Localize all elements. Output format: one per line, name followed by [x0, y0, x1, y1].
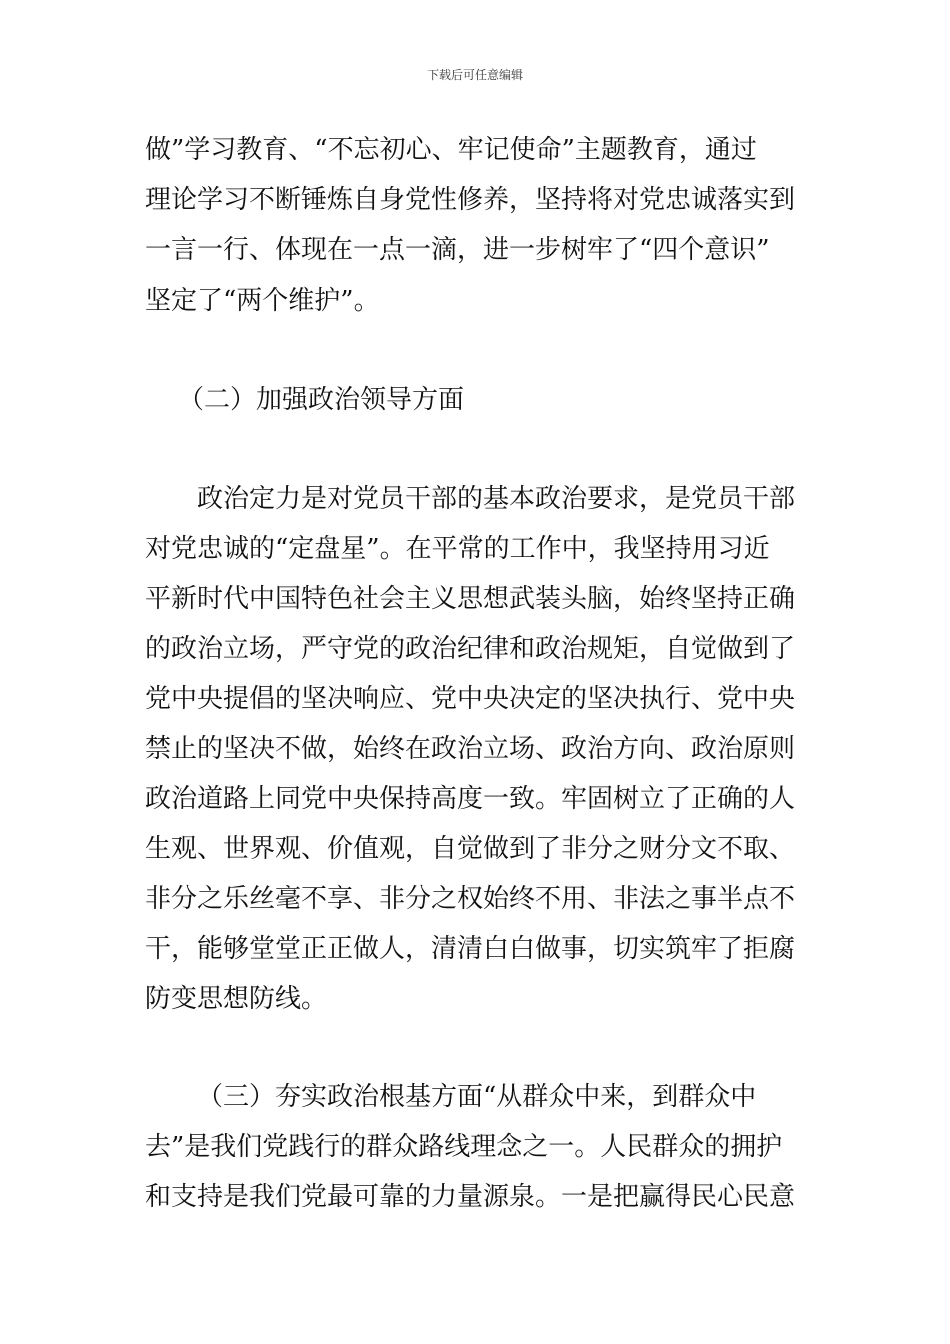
- section2-heading: （二）加强政治领导方面: [178, 385, 465, 415]
- paragraph2-line-11: 防变思想防线。: [145, 984, 328, 1014]
- paragraph2-line-9: 非分之乐丝毫不享、非分之权始终不用、非法之事半点不: [145, 884, 796, 914]
- paragraph2-line-8: 生观、世界观、价值观，自觉做到了非分之财分文不取、: [145, 834, 796, 864]
- paragraph2-line-6: 禁止的坚决不做，始终在政治立场、政治方向、政治原则: [145, 734, 796, 764]
- paragraph2-line-7: 政治道路上同党中央保持高度一致。牢固树立了正确的人: [145, 784, 796, 814]
- paragraph1-line-2: 理论学习不断锤炼自身党性修养，坚持将对党忠诚落实到: [145, 185, 796, 215]
- paragraph3-line-2: 去”是我们党践行的群众路线理念之一。人民群众的拥护: [145, 1132, 783, 1162]
- paragraph2-line-5: 党中央提倡的坚决响应、党中央决定的坚决执行、党中央: [145, 684, 796, 714]
- paragraph3-line-1: （三）夯实政治根基方面“从群众中来，到群众中: [197, 1082, 757, 1112]
- paragraph1-line-1: 做”学习教育、“不忘初心、牢记使命”主题教育，通过: [145, 135, 757, 165]
- page-header: 下载后可任意编辑: [426, 68, 523, 82]
- paragraph3-line-3: 和支持是我们党最可靠的力量源泉。一是把赢得民心民意: [145, 1182, 796, 1212]
- paragraph1-line-3: 一言一行、体现在一点一滴，进一步树牢了“四个意识”: [145, 235, 770, 265]
- paragraph2-line-1: 政治定力是对党员干部的基本政治要求，是党员干部: [197, 484, 796, 514]
- paragraph2-line-3: 平新时代中国特色社会主义思想武装头脑，始终坚持正确: [145, 584, 796, 614]
- paragraph1-line-4: 坚定了“两个维护”。: [145, 286, 380, 316]
- paragraph2-line-2: 对党忠诚的“定盘星”。在平常的工作中，我坚持用习近: [145, 534, 770, 564]
- paragraph2-line-4: 的政治立场，严守党的政治纪律和政治规矩，自觉做到了: [145, 634, 796, 664]
- paragraph2-line-10: 干，能够堂堂正正做人，清清白白做事，切实筑牢了拒腐: [145, 934, 796, 964]
